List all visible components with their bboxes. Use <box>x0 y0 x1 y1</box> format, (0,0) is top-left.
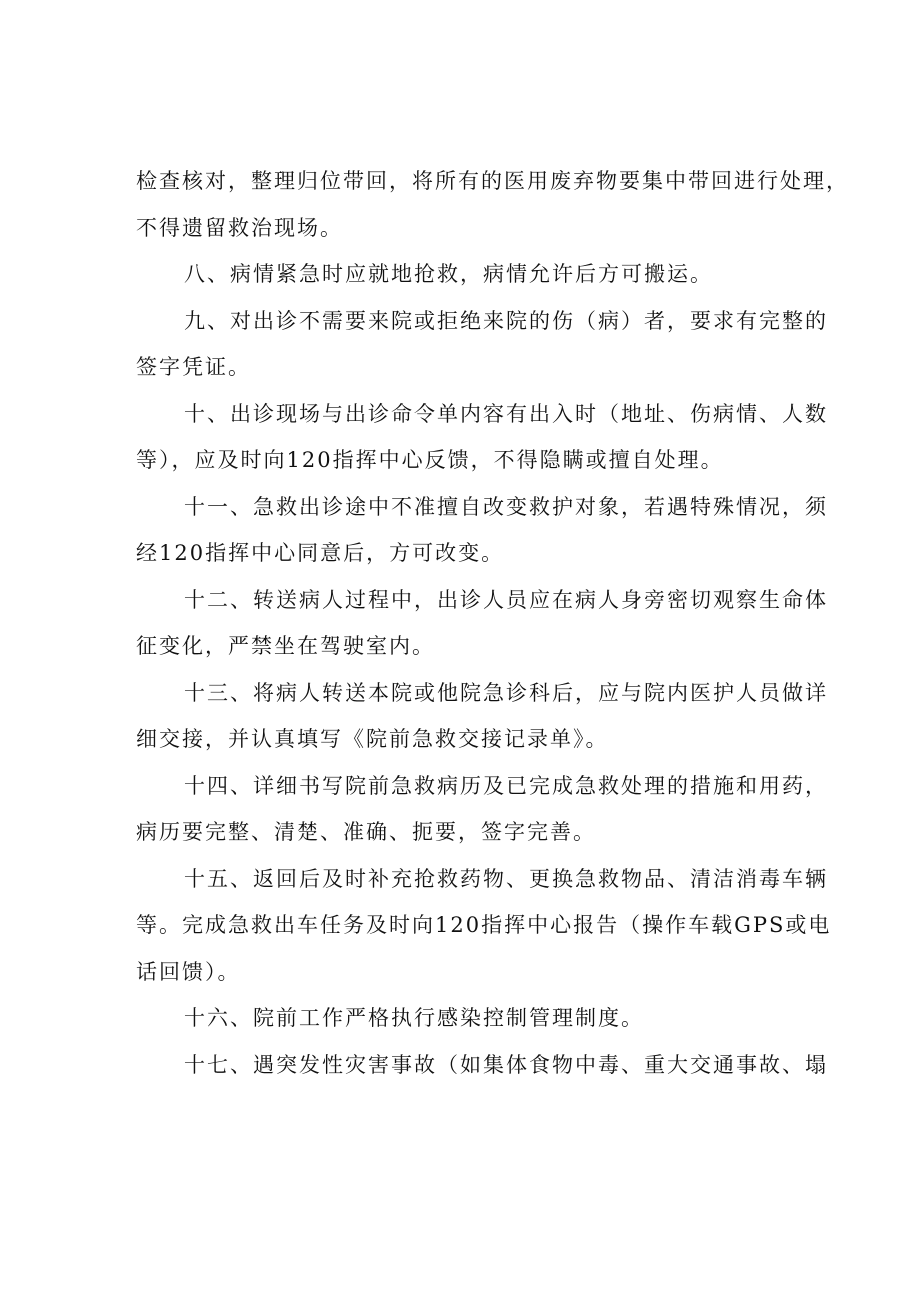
paragraph-line: 话回馈）。 <box>136 959 241 984</box>
paragraph-line: 等），应及时向120指挥中心反馈，不得隐瞒或擅自处理。 <box>136 448 724 472</box>
paragraph-line: 等。完成急救出车任务及时向120指挥中心报告（操作车载GPS或电 <box>136 913 832 937</box>
paragraph-line: 十、出诊现场与出诊命令单内容有出入时（地址、伤病情、人数 <box>184 401 828 426</box>
paragraph-line: 八、病情紧急时应就地抢救，病情允许后方可搬运。 <box>184 262 713 286</box>
paragraph-line: 病历要完整、清楚、准确、扼要，签字完善。 <box>136 820 596 844</box>
paragraph-line: 签字凭证。 <box>136 355 251 379</box>
paragraph-line: 征变化，严禁坐在驾驶室内。 <box>136 634 435 658</box>
paragraph-line: 检查核对，整理归位带回，将所有的医用废弃物要集中带回进行处理， <box>136 169 849 193</box>
document-body <box>136 158 849 1088</box>
paragraph-line: 不得遗留救治现场。 <box>136 215 343 240</box>
paragraph-line: 十六、院前工作严格执行感染控制管理制度。 <box>184 1006 644 1030</box>
paragraph-line: 经120指挥中心同意后，方可改变。 <box>136 541 505 565</box>
paragraph-line: 十五、返回后及时补充抢救药物、更换急救物品、清洁消毒车辆 <box>184 866 828 891</box>
paragraph-line: 十四、详细书写院前急救病历及已完成急救处理的措施和用药， <box>184 773 828 798</box>
paragraph-line: 十七、遇突发性灾害事故（如集体食物中毒、重大交通事故、塌 <box>184 1052 828 1077</box>
paragraph-line: 十三、将病人转送本院或他院急诊科后，应与院内医护人员做详 <box>184 680 828 705</box>
paragraph-line: 十二、转送病人过程中，出诊人员应在病人身旁密切观察生命体 <box>184 587 828 612</box>
paragraph-line: 细交接，并认真填写《院前急救交接记录单》。 <box>136 727 609 751</box>
paragraph-line: 九、对出诊不需要来院或拒绝来院的伤（病）者，要求有完整的 <box>184 308 828 333</box>
paragraph-line: 十一、急救出诊途中不准擅自改变救护对象，若遇特殊情况，须 <box>184 494 828 519</box>
